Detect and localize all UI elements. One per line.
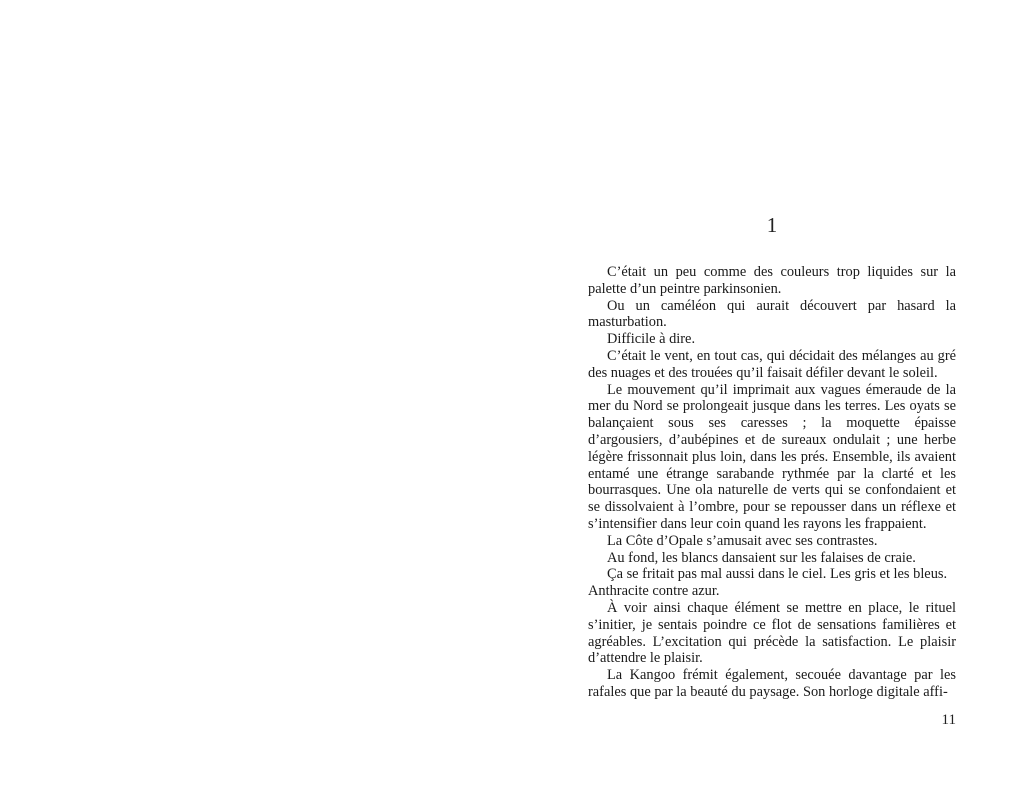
paragraph: Ça se fritait pas mal aussi dans le ciel. Les gris et les bleus. [607,566,948,583]
paragraph: C’était un peu comme des couleurs trop liquides sur la palette d’un peintre parkinsonien. [588,264,956,297]
paragraph: La Kangoo frémit également, secouée davantage par les rafales que par la beauté du paysage. Son horloge digitale affi- [588,667,956,700]
paragraph: Le mouvement qu’il imprimait aux vagues émeraude de la mer du Nord se prolongeait jusque dans les terres. Les oyats se balançaient sous ses caresses ; la moquette épaisse d’argousiers, d’aubépines et de sureaux ondulait ; une herbe légère frissonnait plus loin, dans les prés. Ensemble, ils avaient entamé une étrange sarabande rythmée par la clarté et les bourrasques. Une ola naturelle de verts qui se confondaient et se dissolvaient à l’ombre, pour se repousser dans un réflexe et s’intensifier dans leur coin quand les rayons les frappaient. [588,381,956,532]
paragraph: À voir ainsi chaque élément se mettre en place, le rituel s’initier, je sentais poindre ce flot de sensations familières et agréables. L’excitation qui précède la satisfaction. Le plaisir d’attendre le plaisir. [588,599,956,667]
paragraph: Anthracite contre azur. [588,583,720,600]
chapter-body-text [588,264,956,701]
paragraph: La Côte d’Opale s’amusait avec ses contrastes. [607,532,878,549]
paragraph: Ou un caméléon qui aurait découvert par hasard la masturbation. [588,297,956,331]
paragraph: C’était le vent, en tout cas, qui décidait des mélanges au gré des nuages et des trouées qu’il faisait défiler devant le soleil. [588,347,956,381]
page-number: 11 [941,712,956,728]
right-page [512,0,1024,797]
chapter-number: 1 [766,213,778,237]
paragraph: Au fond, les blancs dansaient sur les falaises de craie. [607,549,916,566]
paragraph: Difficile à dire. [607,331,696,348]
